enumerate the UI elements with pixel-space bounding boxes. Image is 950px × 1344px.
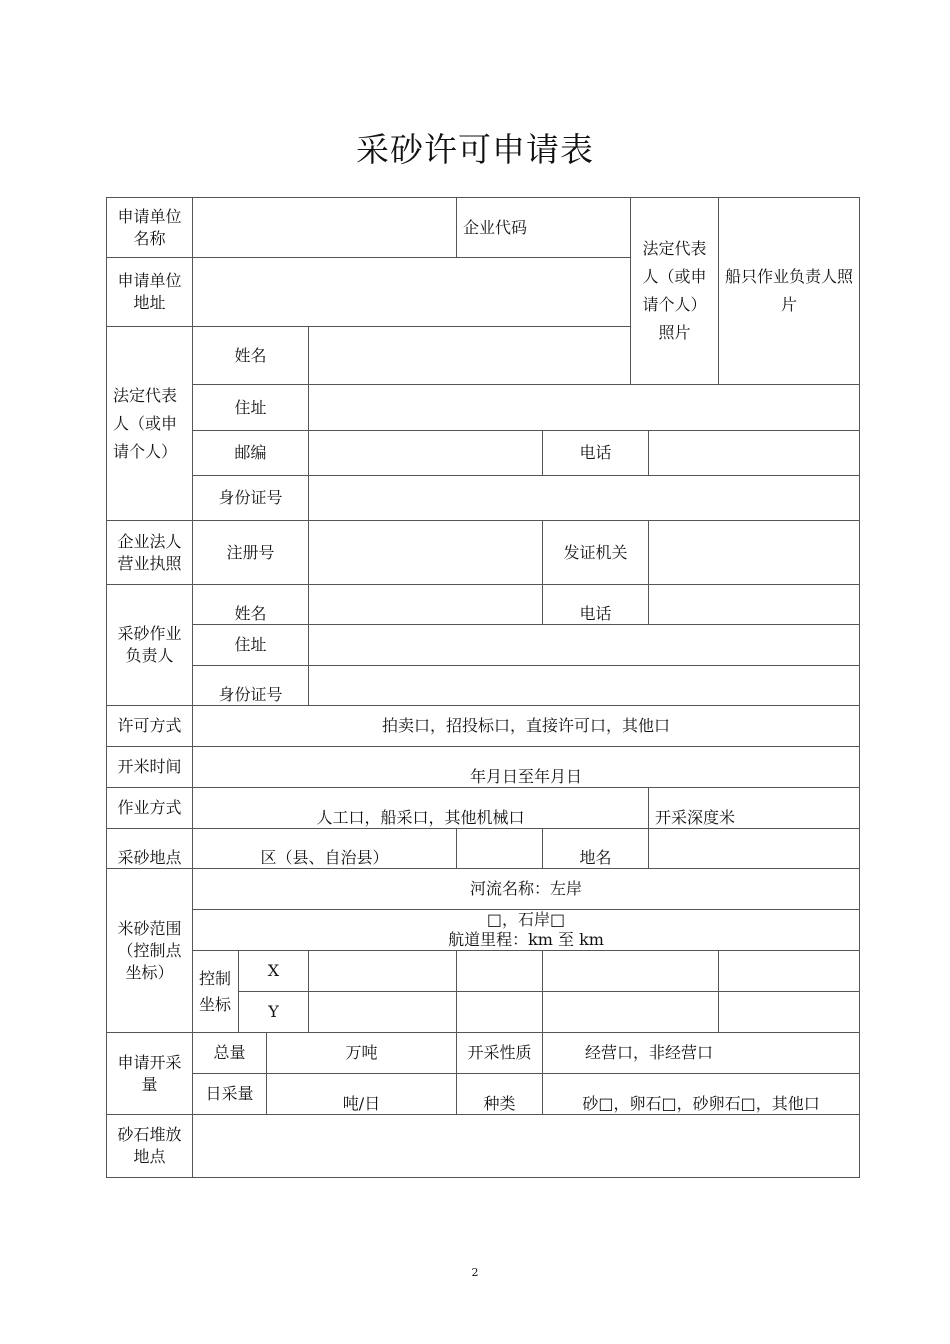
field-y-2[interactable] [457, 992, 543, 1033]
field-reg-number[interactable] [309, 521, 543, 585]
label-issuing-authority: 发证机关 [543, 521, 649, 585]
field-address[interactable] [309, 385, 860, 431]
field-phone-2[interactable] [649, 585, 860, 625]
nature-options[interactable]: 经营口，非经营口 [543, 1033, 860, 1074]
label-postcode: 邮编 [193, 431, 309, 476]
permit-options[interactable]: 拍卖口，招投标口，直接许可口，其他口 [193, 706, 860, 747]
field-y-4[interactable] [719, 992, 860, 1033]
label-total: 总量 [193, 1033, 267, 1074]
kind-options[interactable]: 砂□，卵石□，砂卵石□，其他口 [543, 1074, 860, 1115]
field-address-2[interactable] [309, 625, 860, 666]
label-applicant-name: 申请单位名称 [107, 198, 193, 258]
field-x-4[interactable] [719, 951, 860, 992]
channel-mileage: 航道里程：km 至 km [448, 930, 604, 949]
label-name: 姓名 [193, 327, 309, 385]
field-storage-site[interactable] [193, 1115, 860, 1178]
field-x-3[interactable] [543, 951, 719, 992]
label-storage-site: 砂石堆放地点 [107, 1115, 193, 1178]
label-id-number: 身份证号 [193, 476, 309, 521]
field-y-1[interactable] [309, 992, 457, 1033]
field-applicant-name[interactable] [193, 198, 457, 258]
label-name-2: 姓名 [193, 585, 309, 625]
field-issuing-authority[interactable] [649, 521, 860, 585]
photo-legal-representative[interactable]: 法定代表人（或申请个人）照片 [631, 198, 719, 385]
label-control-coords: 控制坐标 [193, 951, 239, 1033]
label-y: Y [239, 992, 309, 1033]
label-address-2: 住址 [193, 625, 309, 666]
field-postcode[interactable] [309, 431, 543, 476]
label-work-method: 作业方式 [107, 788, 193, 829]
river-name[interactable]: 河流名称：左岸 [193, 869, 860, 910]
label-id-number-2: 身份证号 [193, 666, 309, 706]
label-permit-method: 许可方式 [107, 706, 193, 747]
field-id-number-2[interactable] [309, 666, 860, 706]
field-x-2[interactable] [457, 951, 543, 992]
label-mining-location: 采砂地点 [107, 829, 193, 869]
label-x: X [239, 951, 309, 992]
label-enterprise-code: 企业代码 [457, 198, 631, 258]
page-number: 2 [471, 1266, 479, 1279]
label-nature: 开采性质 [457, 1033, 543, 1074]
field-place-name[interactable] [649, 829, 860, 869]
field-y-3[interactable] [543, 992, 719, 1033]
field-district-extra[interactable] [457, 829, 543, 869]
label-mining-time: 开米时间 [107, 747, 193, 788]
label-reg-number: 注册号 [193, 521, 309, 585]
label-kind: 种类 [457, 1074, 543, 1115]
field-name-2[interactable] [309, 585, 543, 625]
label-phone-2: 电话 [543, 585, 649, 625]
label-apply-volume: 申请开采量 [107, 1033, 193, 1115]
label-business-license: 企业法人营业执照 [107, 521, 193, 585]
field-id-number[interactable] [309, 476, 860, 521]
field-phone[interactable] [649, 431, 860, 476]
label-phone: 电话 [543, 431, 649, 476]
application-form [106, 197, 860, 1178]
photo-vessel-head[interactable]: 船只作业负责人照片 [719, 198, 860, 385]
field-daily-tons[interactable]: 吨/日 [267, 1074, 457, 1115]
label-mining-range: 米砂范围（控制点坐标） [107, 869, 193, 1033]
mining-depth[interactable]: 开采深度米 [649, 788, 860, 829]
bank-and-mileage[interactable] [193, 910, 860, 951]
field-x-1[interactable] [309, 951, 457, 992]
field-applicant-address[interactable] [193, 258, 631, 327]
bank-options: □，石岸□ [486, 910, 566, 929]
label-address: 住址 [193, 385, 309, 431]
field-name[interactable] [309, 327, 631, 385]
district[interactable]: 区（县、自治县） [193, 829, 457, 869]
page-title: 采砂许可申请表 [356, 130, 594, 169]
field-total-tons[interactable]: 万吨 [267, 1033, 457, 1074]
label-legal-rep: 法定代表人（或申请个人） [107, 327, 193, 521]
label-place-name: 地名 [543, 829, 649, 869]
work-options[interactable]: 人工口，船采口，其他机械口 [193, 788, 649, 829]
label-applicant-address: 申请单位地址 [107, 258, 193, 327]
date-range[interactable]: 年月日至年月日 [193, 747, 860, 788]
label-daily: 日采量 [193, 1074, 267, 1115]
label-operation-head: 采砂作业负责人 [107, 585, 193, 706]
